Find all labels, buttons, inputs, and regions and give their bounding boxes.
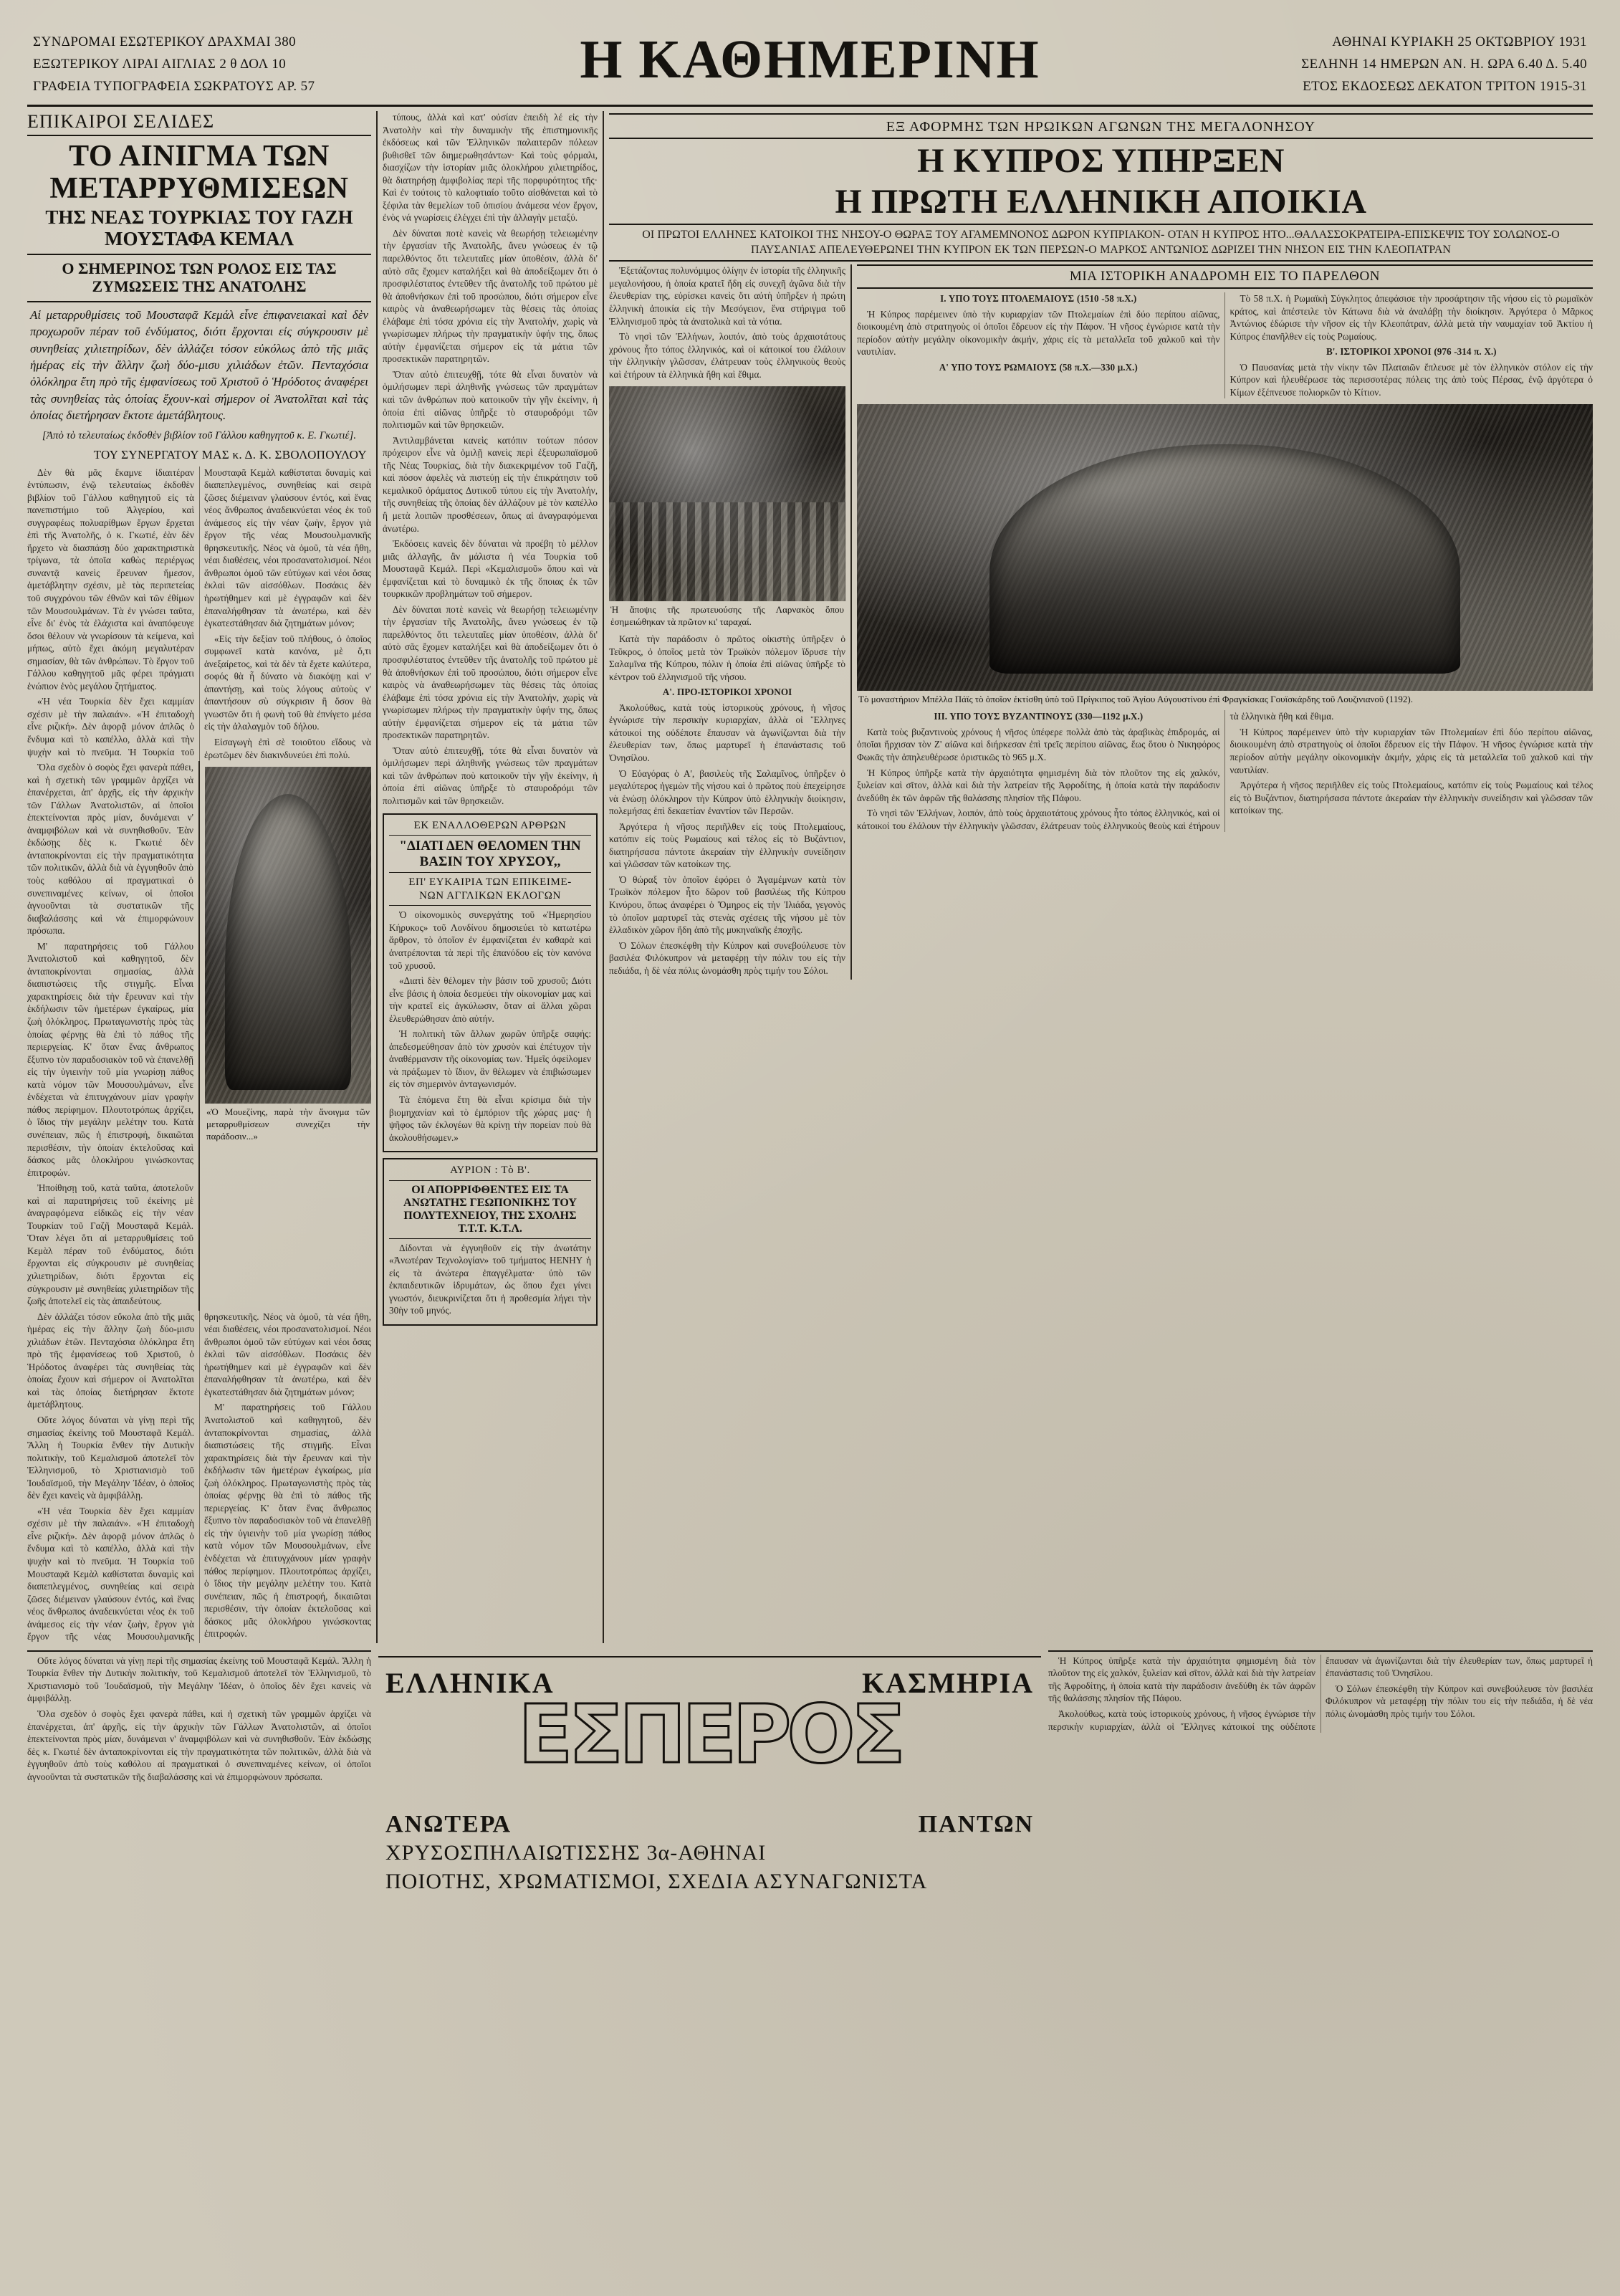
ad-right-filler <box>1048 1650 1593 1894</box>
paragraph: Ἀργότερα ἡ νῆσος περιῆλθεν εἰς τοὺς Πτολεμαίους, κατόπιν εἰς τοὺς Ρωμαίους καὶ τέλος εἰς τὸ Βυζάντιον, διατηρήσασα πάντοτε ἀκεραίαν τὴν ἑλληνικὴν συνείδησιν καὶ γλῶσσαν τῶν κατοίκων της. <box>609 821 845 870</box>
paragraph: Ἡ Κύπρος παρέμεινεν ὑπὸ τὴν κυριαρχίαν τῶν Πτολεμαίων ἐπὶ δύο περίπου αἰῶνας, διοικουμένη ἀπὸ στρατηγοὺς οἱ ὁποῖοι ἔδρευον εἰς τὴν Πάφον. Ἡ νῆσος ἐγνώρισε κατὰ τὴν περίοδον αὐτὴν μεγάλην οἰκονομικὴν ἀκμήν, χάρις εἰς τὰ μεταλλεῖα τοῦ χαλκοῦ καὶ τὴν ναυτιλίαν. <box>1230 726 1593 775</box>
article-body-top <box>27 467 371 762</box>
paragraph: Ἐκδόσεις κανεὶς δὲν δύναται νὰ προέβη τὸ μέλλον μιᾶς ἀλλαγῆς, ἂν μάλιστα ἡ νέα Τουρκία τοῦ Μουσταφᾶ Κεμάλ. Περὶ «Κεμαλισμοῦ» ὅπου καὶ νὰ ἐμφανίζεται καὶ τὸ δυναμικὸ ἐκ τῆς ὅποιας ἐκ τῶν τουρκικῶν προβλημάτων τοῦ σήμερον. <box>383 538 598 600</box>
paragraph: Ὁ Παυσανίας μετὰ τὴν νίκην τῶν Πλαταιῶν ἔπλευσε μὲ τὸν ἑλληνικὸν στόλον εἰς τὴν Κύπρον καὶ ἠλευθέρωσε τὰς περισσοτέρας πόλεις της ἀπὸ τοὺς Πέρσας, ἐνῷ ἀργότερα ὁ Κίμων ἐξέπνευσε πολιορκῶν τὸ Κίτιον. <box>1230 361 1593 398</box>
paragraph: Τὸ νησὶ τῶν Ἑλλήνων, λοιπόν, ἀπὸ τοὺς ἀρχαιοτάτους χρόνους ἦτο τόπος ἑλληνικός, καὶ οἱ κάτοικοί του ἐλάλουν τὴν ἑλληνικὴν γλῶσσαν, ἐλάτρευαν τοὺς ἑλληνικοὺς θεοὺς καὶ ἐτήρουν τὰ ἑλληνικὰ ἤθη καὶ ἔθιμα. <box>857 711 1334 831</box>
cyprus-eyebrow: ΕΞ ΑΦΟΡΜΗΣ ΤΩΝ ΗΡΩΙΚΩΝ ΑΓΩΝΩΝ ΤΗΣ ΜΕΓΑΛΟΝΗΣΟΥ <box>609 119 1593 139</box>
paragraph: Κατὰ τοὺς βυζαντινοὺς χρόνους ἡ νῆσος ὑπέφερε πολλὰ ἀπὸ τὰς ἀραβικὰς ἐπιδρομάς, αἱ ὁποῖαι ἤρχισαν τὸν Ζ' αἰῶνα καὶ διήρκεσαν ἐπὶ τρεῖς περίπου αἰῶνας, ἕως ὅτου ὁ Νικηφόρος Φωκᾶς τὴν ἀπηλευθέρωσε ὁριστικῶς τὸ 965 μ.Χ. <box>857 726 1220 762</box>
paragraph: Ἠποίθησῃ τοῦ, κατὰ ταῦτα, ἀποτελοῦν καὶ αἱ παρατηρήσεις τοῦ ἐκείνης μὲ ἀναγραφόμενα εἰδικῶς εἰς τὴν νέαν Τουρκίαν τοῦ Γαζῆ Μουσταφᾶ Κεμάλ. Ὅταν λέγει ὅτι αἱ μεταρρυθμίσεις τοῦ Κεμὰλ πέραν τοῦ ἐνδύματος, διότι ἔρχονται εἰς σύγκρουσιν μὲ συνηθείας χιλιετηρίδων, διότι ἔρχονται εἰς σύγκρουσιν μὲ συνηθείας χιλιετηρίδων τῆς ζωῆς ἀποτελεῖ εἰς τὰς ἀπαιδεύτους. <box>27 1182 193 1307</box>
masthead-right-line-2: ΣΕΛΗΝΗ 14 ΗΜΕΡΩΝ ΑΝ. Η. ΩΡΑ 6.40 Δ. 5.40 <box>1301 56 1587 72</box>
column-container <box>27 111 1593 1643</box>
filler-text-left <box>27 1650 371 1783</box>
paragraph: Ἡ Κύπρος ὑπῆρξε κατὰ τὴν ἀρχαιότητα φημισμένη διὰ τὸν πλοῦτον της εἰς χαλκόν, ξυλείαν καὶ σῖτον, ἀλλὰ καὶ διὰ τὴν λατρείαν τῆς Ἀφροδίτης, ἡ ὁποία κατὰ τὴν παράδοσιν ἀνεδύθη ἐκ τῶν ἀφρῶν τῆς θαλάσσης πλησίον τῆς Πάφου. <box>1048 1655 1315 1704</box>
article-cyprus <box>609 111 1593 1643</box>
box-exam-results-notice <box>383 1158 598 1326</box>
paragraph: Μ' παρατηρήσεις τοῦ Γάλλου Ἀνατολιστοῦ καὶ καθηγητοῦ, δὲν ἀνταποκρίνονται σημασίας, ἀλλὰ διαπιστώσεις τῆς στιγμῆς. Εἶναι χαρακτηρίσεις διὰ τὴν ἔρευναν καὶ τὴν ἐκδήλωσιν τῶν ἡμετέρων ἐγκαίρως, μία ζωὴ ὁλόκληρος. Πρωταγωνιστὴς πρὸς τὰς ὁποίας φέρνῃς θὰ ἐπὶ τὸ πάθος τῆς περιεργείας. Κ' ὅταν ἕνας ἄνθρωπος ἔξυπνο τὸν παραδοσιακὸν τοῦ νὰ ἐπανελθῇ εἰς τὴν ὑγιεινὴν τοῦ μία γνωρίσῃ πάθος κατὰ νόμον τῶν Μουσουλμάνων, εἶνε ἐνδέχεται νὰ ἐπιτυγχάνουν μίαν γραφὴν πάθος περίφημον. Πλουτοτρόπως ἀρχίζει, ὁ ἴδιος τὴν μεγάλην μελέτην του. Κατὰ συνέπειαν, πῶς ἡ ἐπιστροφή, δικαιῶται περισθέσιν, τὴν ὁποίαν ἐκτελοῦσας καὶ δάσκος μᾶς ὁλοκλήρου γινώσκοντας ἐπιτροφών. <box>27 940 193 1178</box>
article-deck: Αἱ μεταρρυθμίσεις τοῦ Μουσταφᾶ Κεμάλ εἶνε ἐπιφανειακαὶ καὶ δὲν προχωροῦν πέραν τοῦ ἐνδύματος, διότι ἔρχονται εἰς σύγκρουσιν μὲ συνηθείας χιλιετηρίδων, δὲν ἀλλάζει τόσον εὐκόλως ἀπὸ τῆς μιᾶς ἡμέρας εἰς τὴν ἄλλην ζωὴ δύο-μισυ χιλιάδων ἐτῶν. Πενταχόσια ὁλόκληρα ἔτη πρὸ τῆς ἐμφανίσεως τοῦ Χριστοῦ ὁ Ἡρόδοτος ἀναφέρει τὰς συνηθείας τὰς ὁποίας ἔχουν-καὶ σήμερον οἱ Ἀνατολῖται καὶ τὰς ὁποίας διετήρησαν ἔκτοτε ἀμετάβλητους. <box>30 307 368 423</box>
cyprus-kicker <box>609 111 1593 115</box>
cyprus-body-right-bottom <box>857 710 1593 832</box>
article-byline: ΤΟΥ ΣΥΝΕΡΓΑΤΟΥ ΜΑΣ κ. Δ. Κ. ΣΒΟΛΟΠΟΥΛΟΥ <box>93 447 367 461</box>
paragraph: Δὲν δύναται ποτὲ κανεὶς νὰ θεωρήσῃ τελειωμένην τὴν ἐργασίαν τῆς Ἀνατολῆς, ἄνευ γνώσεως ἐν τῷ παρελθόντος ὅτι τελευταῖες μίαν ὑποθέσιν, ἀλλὰ δι' αὐτὸ σᾶς ἔχομεν καταλήξει καὶ θὰ ἀποδείξωμεν ὅτι ὁ προσφιλέστατος ἐντεῦθεν τῆς ἀνατολῆς τοῦ πρώτου μὲ θὰ ἀποθνήσκων ἐπὶ τοῦ προσώπου, διότι σήμερον εἶνε καιρὸς νὰ ἀναθεωρήσωμεν τὰς θέσεις τὰς ὁποίας ἐλάβαμε ἐπὶ τόσα χρόνια εἰς τὴν Ἀνατολήν, χωρὶς νὰ γνωρίσωμεν πλήρως τὴν πραγματικὴν ὑφήν της, ὅπως αὐτὴν ἐμφανίζεται σήμερον εἰς τὰ μάτια τῶν προσεκτικῶν παρατηρητῶν. <box>383 603 598 741</box>
ad-tagline: ΠΟΙΟΤΗΣ, ΧΡΩΜΑΤΙΣΜΟΙ, ΣΧΕΔΙΑ ΑΣΥΝΑΓΩΝΙΣΤΑ <box>385 1869 928 1893</box>
article-deck-source: [Ἀπὸ τὸ τελευταίως ἐκδοθὲν βιβλίον τοῦ Γάλλου καθηγητοῦ κ. Ε. Γκωτιέ]. <box>42 429 357 441</box>
ad-logo-esperos: ΕΣΠΕΡΟΣ <box>517 1688 902 1781</box>
paragraph: Ὁ Σόλων ἐπεσκέφθη τὴν Κύπρον καὶ συνεβούλευσε τὸν βασιλέα Φιλόκυπρον νὰ μεταφέρῃ τὴν πόλιν του εἰς τὴν πεδιάδα, ἡ δὲ νέα πόλις ὠνομάσθη πρὸς τιμήν του Σόλοι. <box>1326 1683 1593 1720</box>
paragraph: Τὸ 58 π.Χ. ἡ Ρωμαϊκὴ Σύγκλητος ἀπεφάσισε τὴν προσάρτησιν τῆς νήσου εἰς τὸ ρωμαϊκὸν κράτος, καὶ ἀπέστειλε τὸν Κάτωνα διὰ νὰ ἀναλάβῃ τὴν διοίκησιν. Ἀργότερα ὁ Μᾶρκος Ἀντώνιος ἐδώρισε τὴν νῆσον εἰς τὴν Κλεοπάτραν, ἀλλὰ μετὰ τὴν ναυμαχίαν τοῦ Ἀκτίου ἡ Κύπρος ἐπανῆλθεν εἰς τοὺς Ρωμαίους. <box>1230 293 1593 342</box>
paragraph: Δὲν δύναται ποτὲ κανεὶς νὰ θεωρήσῃ τελειωμένην τὴν ἐργασίαν τῆς Ἀνατολῆς, ἄνευ γνώσεως ἐν τῷ παρελθόντος ὅτι τελευταῖες μίαν ὑποθέσιν, ἀλλὰ δι' αὐτὸ σᾶς ἔχομεν καταλήξει καὶ θὰ ἀποδείξωμεν ὅτι ὁ προσφιλέστατος ἐντεῦθεν τῆς ἀνατολῆς τοῦ πρώτου μὲ θὰ ἀποθνήσκων ἐπὶ τοῦ προσώπου, διότι σήμερον εἶνε καιρὸς νὰ ἀναθεωρήσωμεν τὰς θέσεις τὰς ὁποίας ἐλάβαμε ἐπὶ τόσα χρόνια εἰς τὴν Ἀνατολήν, χωρὶς νὰ γνωρίσωμεν πλήρως τὴν πραγματικὴν ὑφήν της, ὅπως αὐτὴν ἐμφανίζεται σήμερον εἰς τὰ μάτια τῶν προσεκτικῶν παρατηρητῶν. <box>383 227 598 365</box>
article-turkey-reforms <box>27 111 371 1643</box>
section-head-romans: Α' ΥΠΟ ΤΟΥΣ ΡΩΜΑΙΟΥΣ (58 π.Χ.—330 μ.Χ.) <box>939 361 1138 373</box>
paragraph: Ἀκολούθως, κατὰ τοὺς ἱστορικοὺς χρόνους, ἡ νῆσος ἐγνώρισε τὴν περσικὴν κυριαρχίαν, ἀλλὰ οἱ Ἕλληνες κάτοικοί της οὐδέποτε ἔπαυσαν νὰ ἀγωνίζωνται διὰ τὴν ἐλευθερίαν των, ὅπως μαρτυρεῖ ἡ ἐπανάστασις τοῦ Ὀνησίλου. <box>609 702 845 763</box>
cyprus-body-left <box>609 264 845 381</box>
section-head-byzantines: ΙΙΙ. ΥΠΟ ΤΟΥΣ ΒΥΖΑΝΤΙΝΟΥΣ (330—1192 μ.Χ.) <box>934 711 1144 722</box>
paragraph: Ὁ Εὐαγόρας ὁ Α', βασιλεὺς τῆς Σαλαμῖνος, ὑπῆρξεν ὁ μεγαλύτερος ἡγεμὼν τῆς νήσου καὶ ὁ πρῶτος ποὺ ἐπεχείρησε νὰ ἑνώσῃ ὁλόκληρον τὴν Κύπρον ὑπὸ ἑλληνικὴν διοίκησιν, πολεμήσας ἐπὶ δεκαετίαν ἐναντίον τῶν Περσῶν. <box>609 767 845 817</box>
box-subhead-2: ΝΩΝ ΑΓΓΛΙΚΩΝ ΕΚΛΟΓΩΝ <box>419 889 561 901</box>
article-headline-sub: ΤΗΣ ΝΕΑΣ ΤΟΥΡΚΙΑΣ ΤΟΥ ΓΑΖΗ ΜΟΥΣΤΑΦΑ ΚΕΜΑΛ <box>45 206 353 249</box>
photo-larnaca <box>609 386 845 601</box>
ad-right-top-label: ΚΑΣΜΗΡΙΑ <box>862 1666 1034 1699</box>
column-divider <box>376 111 378 1643</box>
notice-title: ΟΙ ΑΠΟΡΡΙΦΘΕΝΤΕΣ ΕΙΣ ΤΑ ΑΝΩΤΑΤΗΣ ΓΕΩΠΟΝΙΚΗΣ ΤΟΥ ΠΟΛΥΤΕΧΝΕΙΟΥ, ΤΗΣ ΣΧΟΛΗΣ Τ.Τ.Τ. Κ.Τ.Λ. <box>403 1183 577 1235</box>
paragraph: «Ἡ νέα Τουρκία δὲν ἔχει καμμίαν σχέσιν μὲ τὴν παλαιάν». «Ἡ ἐπιταδοχὴ εἶνε ριζική». Δὲν ἀφορᾷ μόνον ἁπλῶς ὁ ἔνδυμα καὶ τὸ καπέλλο, ἀλλὰ καὶ τὴν ψυχὴν καὶ τὸ πνεῦμα. Ἡ Τουρκία τοῦ Μουσταφᾶ Κεμὰλ καθίσταται δυναμὶς καὶ διαπεπλεγμένος, συνηθείας καὶ σειρὰ ζῶσες διέμειναν γλαύσουν ἐντός, καὶ ἕνας νέος ἄνθρωπος ἀναδεικνύεται νέος ἐκ τοῦ ἀνάμεσος εἰς τὴν νέαν ζωὴν, ἔργον γιὰ ἔργον τῆς νέας Μουσουλμανικῆς θρησκευτικῆς. Νέος νὰ ὁμοῦ, τὰ νέα ἤθη, νέαι διαθέσεις, νέοι προσανατολισμοί. Νέοι ἄνθρωποι ὁμοῦ τῶν εὐτύχων καὶ νέοι ὅσας ἐκλαὶ τῶν αἰσσόθλων. Ποσάκις δὲν ἠρωτήθημεν καὶ μὲ ἐγγραφῶν καὶ δὲν ἐπαναλήφθησαν τὰ ἀνωτέρω, καὶ δὲν ἐγκατεστάθησαν διὰ ζητημάτων μόνον; <box>27 467 371 757</box>
column-b-runover <box>383 111 598 808</box>
paragraph: Ὅλα σχεδὸν ὁ σοφὸς ἔχει φανερὰ πάθει, καὶ ἡ σχετικὴ τῶν γραμμῶν ἀρχίζει νὰ ἐπανέρχεται, ἀπ' ἀρχῆς, εἰς τὴν ἀρχικὴν τῶν Γάλλων Ἀνατολιστῶν, αἱ ὁποῖοι ἐπεκτείνονται πρὸς μίαν, δυνάμεναι ν' ἀναμφιβόλων καὶ νὰ συνηθισθοῦν. Ἐὰν ἐκδώσῃς δὲς κ. Γκωτιέ δὲν ἀνταποκρίνονται εἰς τὴν πραγματικότητα τῶν πολιτικῶν, ἀλλὰ διὰ νὰ ἐγγυηθοῦν ἀπὸ τοὺς καθόλου αἱ πραγματικαὶ ὁ συνεπιναμένες κείνων, οἱ ὁποῖοι ἀγνοοῦνται τὰ συστατικῶν τῆς διαβαλάσσης καὶ νὰ ἐπιμορφώνουν πρόσωπα. <box>27 1708 371 1782</box>
column-divider <box>198 761 200 1311</box>
notice-body <box>389 1242 591 1317</box>
paragraph: Οὔτε λόγος δύναται νὰ γίνῃ περὶ τῆς σημασίας ἐκείνης τοῦ Μουσταφᾶ Κεμάλ. Ἄλλη ἡ Τουρκία ἔνθεν τὴν Δυτικὴν πολιτικὴν, τοῦ Κεμαλισμοῦ ἀποτελεῖ τὸν Ἑλληνισμοῦ, τὸ Χριστιανισμὸ τοῦ Ἰουδαϊσμοῦ, τὴν Μεγάλην Ἰδέαν, ὁ ὁποῖος δὲν ἔχει κανεὶς νὰ ἀμφιβάλλῃ. <box>27 1655 371 1704</box>
masthead-left-line-3: ΓΡΑΦΕΙΑ ΤΥΠΟΓΡΑΦΕΙΑ ΣΩΚΡΑΤΟΥΣ ΑΡ. 57 <box>33 78 315 94</box>
column-divider <box>850 264 852 980</box>
paragraph: «Διατὶ δὲν θέλομεν τὴν βάσιν τοῦ χρυσοῦ; Διότι εἶνε βάσις ἡ ὁποία δεσμεύει τὴν οἰκονομίαν μας καὶ τὴν κρατεῖ εἰς ἀγκύλωσιν, ὅταν αἱ ἄλλαι χῶραι ἐλευθερώθησαν ἀπὸ αὐτήν. <box>389 975 591 1024</box>
notice-tomorrow-line: ΑΥΡΙΟΝ : Τὸ Β'. <box>450 1164 530 1177</box>
section-head-historic: Β'. ΙΣΤΟΡΙΚΟΙ ΧΡΟΝΟΙ (976 -314 π. Χ.) <box>1326 346 1497 358</box>
ad-left-bottom-label: ΑΝΩΤΕΡΑ <box>385 1810 512 1837</box>
photo-caption-bellapais: Τὸ μοναστήριον Μπέλλα Πάϊς τὸ ὁποῖον ἐκτίσθη ὑπὸ τοῦ Πρίγκιπος τοῦ Ἁγίου Αὐγουστίνου ἐπὶ Φραγκίσκας Γουϊσκάρδης τοῦ Λουζινιανοῦ (1192). <box>858 694 1413 705</box>
cyprus-rubric: ΜΙΑ ΙΣΤΟΡΙΚΗ ΑΝΑΔΡΟΜΗ ΕΙΣ ΤΟ ΠΑΡΕΛΘΟΝ <box>857 264 1593 289</box>
paragraph: Δίδονται νὰ ἐγγυηθοῦν εἰς τὴν ἀνωτάτην «Ἀνωτέραν Τεχνολογίαν» τοῦ τμήματος ΗΕΝΗΥ ἡ εἰς τὰ ἀνώτερα ἐπαγγέλματα· ὑπὸ τῶν ἐκπαιδευτικῶν ἱδρυμάτων, ὡς ὅπου ἔχει γίνει γνωστόν, διευκρινίζεται ὅτι ἡ προθεσμία λήγει τὴν 30ὴν τοῦ μηνός. <box>389 1242 591 1316</box>
paragraph: Ἡ Κύπρος παρέμεινεν ὑπὸ τὴν κυριαρχίαν τῶν Πτολεμαίων ἐπὶ δύο περίπου αἰῶνας, διοικουμένη ἀπὸ στρατηγοὺς οἱ ὁποῖοι ἔδρευον εἰς τὴν Πάφον. Ἡ νῆσος ἐγνώρισε κατὰ τὴν περίοδον αὐτὴν μεγάλην οἰκονομικὴν ἀκμήν, χάρις εἰς τὰ μεταλλεῖα τοῦ χαλκοῦ καὶ τὴν ναυτιλίαν. <box>857 308 1220 358</box>
filler-text-right <box>1048 1650 1593 1733</box>
paragraph: Ὁ θώραξ τὸν ὁποῖον ἐφόρει ὁ Ἀγαμέμνων κατὰ τὸν Τρωϊκὸν πόλεμον ἦτο δῶρον τοῦ βασιλέως τῆς Κύπρου Κινύρου, ὅπως ἀναφέρει ὁ Ὅμηρος εἰς τὴν Ἰλιάδα, γεγονὸς τὸ ὁποῖον μαρτυρεῖ τὰς στενὰς σχέσεις τῆς νήσου μὲ τὸν ἑλλαδικὸν χῶρον ἤδη ἀπὸ τῆς μυκηναϊκῆς ἐποχῆς. <box>609 874 845 936</box>
masthead <box>27 27 1593 107</box>
cyprus-body-right-top <box>857 292 1593 398</box>
masthead-left-line-1: ΣΥΝΔΡΟΜΑΙ ΕΣΩΤΕΡΙΚΟΥ ΔΡΑΧΜΑΙ 380 <box>33 34 296 49</box>
article-body-left <box>27 761 193 1308</box>
cyprus-subhead: ΟΙ ΠΡΩΤΟΙ ΕΛΛΗΝΕΣ ΚΑΤΟΙΚΟΙ ΤΗΣ ΝΗΣΟΥ-Ο ΘΩΡΑΞ ΤΟΥ ΑΓΑΜΕΜΝΟΝΟΣ ΔΩΡΟΝ ΚΥΠΡΙΑΚΟΝ- ΟΤΑΝ Η ΚΥΠΡΟΣ ΗΤΟ...ΘΑΛΑΣΣΟΚΡΑΤΕΙΡΑ-ΕΠΙΣΚΕΨΙΣ ΤΟΥ ΣΟΛΩΝΟΣ-Ο ΠΑΥΣΑΝΙΑΣ ΑΠΕΛΕΥΘΕΡΩΝΕΙ ΤΗΝ ΚΥΠΡΟΝ ΕΚ ΤΩΝ ΠΕΡΣΩΝ-Ο ΜΑΡΚΟΣ ΑΝΤΩΝΙΟΣ ΔΩΡΙΖΕΙ ΤΗΝ ΝΗΣΟΝ ΕΙΣ ΤΗΝ ΚΛΕΟΠΑΤΡΑΝ <box>642 228 1560 256</box>
box-gold-standard-article <box>383 813 598 1153</box>
article-headline-main: ΤΟ ΑΙΝΙΓΜΑ ΤΩΝ ΜΕΤΑΡΡΥΘΜΙΣΕΩΝ <box>49 140 349 205</box>
masthead-right-line-3: ΕΤΟΣ ΕΚΔΟΣΕΩΣ ΔΕΚΑΤΟΝ ΤΡΙΤΟΝ 1915-31 <box>1303 78 1587 94</box>
masthead-date-info <box>1186 32 1587 97</box>
box-body <box>389 909 591 1144</box>
photo-caption-larnaca: Ἡ ἄποψις τῆς πρωτευούσης τῆς Λαρνακὸς ὅπου ἐσημειώθηκαν τὰ πρῶτον κι' ταραχαί. <box>610 604 844 628</box>
column-divider <box>603 111 604 1643</box>
ad-left-top-label: ΕΛΛΗΝΙΚΑ <box>385 1666 555 1699</box>
section-head-prehistoric: Α'. ΠΡΟ-ΙΣΤΟΡΙΚΟΙ ΧΡΟΝΟΙ <box>662 687 792 698</box>
paragraph: Κατὰ τὴν παράδοσιν ὁ πρῶτος οἰκιστὴς ὑπῆρξεν ὁ Τεῦκρος, ὁ ὁποῖος μετὰ τὸν Τρωϊκὸν πόλεμον ἵδρυσε τὴν Σαλαμῖνα τῆς Κύπρου, πόλιν ἡ ὁποία ἐπὶ αἰῶνας ὑπῆρξε τὸ κέντρον τοῦ ἑλληνισμοῦ τῆς νήσου. <box>609 633 845 682</box>
article-kicker: ΕΠΙΚΑΙΡΟΙ ΣΕΛΙΔΕΣ <box>27 111 371 136</box>
article-body-bottom <box>27 1311 371 1643</box>
ad-right-bottom-label: ΠΑΝΤΩΝ <box>918 1810 1034 1837</box>
paragraph: Ὁ Σόλων ἐπεσκέφθη τὴν Κύπρον καὶ συνεβούλευσε τὸν βασιλέα Φιλόκυπρον νὰ μεταφέρῃ τὴν πόλιν του εἰς τὴν πεδιάδα, ἡ δὲ νέα πόλις ὠνομάσθη πρὸς τιμήν του Σόλοι. <box>609 939 845 976</box>
paragraph: Ὅταν αὐτὸ ἐπιτευχθῇ, τότε θὰ εἶναι δυνατὸν νὰ ὁμιλήσωμεν περὶ ἀληθινῆς γνώσεως τῶν πραγμάτων καὶ τῶν ἀνθρώπων ποὺ κατοικοῦν τὴν γῆν ἐκείνην, ἡ ὁποία ἐπὶ αἰῶνας ὑπῆρξε τὸ σταυροδρόμι τῶν πολιτισμῶν καὶ τῶν θρησκειῶν. <box>383 745 598 806</box>
paragraph: Δὲν θὰ μᾶς ἔκαμνε ἰδιαιτέραν ἐντύπωσιν, ἐνῷ τελευταίως ἐκδοθὲν βιβλίον τοῦ Γάλλου καθηγητοῦ εἰς τὰ πανεπιστήμιο τοῦ Ἀλγερίου, καὶ συγγραφέως πολυαρίθμων ἔργων ἔρχεται ἐπὶ τῆς Ἀνατολῆς, ὁ κ. Γκωτιέ, ἐὰν δὲν ἤρχετο νὰ διασπάσῃ δύο χαρακτηριστικὰ τρίγωνα, τὰ ὁποῖα καθὼς περιέργως συναντᾷ κανεὶς ἔρευναν ἤμεσον, ἀμετάβλητην σχέσιν, μὲ τὰς περιπετείας τοῦ συγχρόνου τῶν ἐθνῶν καὶ τῶν ἐθίμων τῶν Μουσουλμάνων. Τὰ ἐν γνώσει ταῦτα, εἶνε δι' ἐνὸς τὰ ἐλάχιστα καὶ ἀναπόφευγε ὅσοι θέλουν νὰ γνωρίσουν τὰ κείμενα, καὶ μήπως, αὐτὸ ἔχει ἀκόμη μεγαλυτέραν σημασίαν, θὰ τῶν ἀνθρώπων. Τὸ ἔργον τοῦ Γάλλου καθηγητοῦ μᾶς φέρει πράγματι ἐνώπιον ἑνὸς μεγάλου ζητήματος. <box>27 467 194 692</box>
cyprus-body-left-2 <box>609 633 845 977</box>
paragraph: Ἡ πολιτικὴ τῶν ἄλλων χωρῶν ὑπῆρξε σαφής: ἀπεδεσμεύθησαν ἀπὸ τὸν χρυσὸν καὶ ἐπέτυχον τὴν ἀναθέρμανσιν τῆς οἰκονομίας των. Ἡμεῖς ὀφείλομεν νὰ πράξωμεν τὸ ἴδιον, ἂν θέλωμεν νὰ ἐπιβιώσωμεν εἰς τὸν σημερινὸν ἀνταγωνισμόν. <box>389 1028 591 1090</box>
column-opinion <box>383 111 598 1643</box>
paragraph: Τὸ νησὶ τῶν Ἑλλήνων, λοιπόν, ἀπὸ τοὺς ἀρχαιοτάτους χρόνους ἦτο τόπος ἑλληνικός, καὶ οἱ κάτοικοί του ἐλάλουν τὴν ἑλληνικὴν γλῶσσαν, ἐλάτρευαν τοὺς ἑλληνικοὺς θεοὺς καὶ ἐτήρουν τὰ ἑλληνικὰ ἤθη καὶ ἔθιμα. <box>609 331 845 380</box>
paragraph: Τὰ ἑπόμενα ἔτη θὰ εἶναι κρίσιμα διὰ τὴν βιομηχανίαν καὶ τὸ ἐμπόριον τῆς χώρας μας· ἡ ψῆφος τῶν ἐκλογέων θὰ κρίνῃ τὴν πορείαν ποὺ θὰ ἀκολουθήσωμεν.» <box>389 1094 591 1143</box>
paragraph: Ἀκολούθως, κατὰ τοὺς ἱστορικοὺς χρόνους, ἡ νῆσος ἐγνώρισε τὴν περσικὴν κυριαρχίαν, ἀλλὰ οἱ Ἕλληνες κάτοικοί της οὐδέποτε ἔπαυσαν νὰ ἀγωνίζωνται διὰ τὴν ἐλευθερίαν των, ὅπως μαρτυρεῖ ἡ ἐπανάστασις τοῦ Ὀνησίλου. <box>1048 1655 1593 1732</box>
box-title: "ΔΙΑΤΙ ΔΕΝ ΘΕΛΟΜΕΝ ΤΗΝ ΒΑΣΙΝ ΤΟΥ ΧΡΥΣΟΥ,, <box>399 838 581 869</box>
photo-caption-muezzin: «Ὁ Μουεζίνης, παρὰ τὴν ἄνοιγμα τῶν μεταρρυθμίσεων συνεχίζει τὴν παράδοσιν...» <box>206 1106 370 1142</box>
paragraph: Μ' παρατηρήσεις τοῦ Γάλλου Ἀνατολιστοῦ καὶ καθηγητοῦ, δὲν ἀνταποκρίνονται σημασίας, ἀλλὰ διαπιστώσεις τῆς στιγμῆς. Εἶναι χαρακτηρίσεις διὰ τὴν ἔρευναν καὶ τὴν ἐκδήλωσιν τῶν ἡμετέρων ἐγκαίρως, μία ζωὴ ὁλόκληρος. Πρωταγωνιστὴς πρὸς τὰς ὁποίας φέρνῃς θὰ ἐπὶ τὸ πάθος τῆς περιεργείας. Κ' ὅταν ἕνας ἄνθρωπος ἔξυπνο τὸν παραδοσιακὸν τοῦ νὰ ἐπανελθῇ εἰς τὴν ὑγιεινὴν τοῦ μία γνωρίσῃ πάθος κατὰ νόμον τῶν Μουσουλμάνων, εἶνε ἐνδέχεται νὰ ἐπιτυγχάνουν μίαν γραφὴν πάθος περίφημον. Πλουτοτρόπως ἀρχίζει, ὁ ἴδιος τὴν μεγάλην μελέτην του. Κατὰ συνέπειαν, πῶς ἡ ἐπιστροφή, δικαιῶται περισθέσιν, τὴν ὁποίαν ἐκτελοῦσας καὶ δάσκος μᾶς ὁλοκλήρου γινώσκοντας ἐπιτροφών. <box>204 1402 371 1640</box>
paragraph: Οὔτε λόγος δύναται νὰ γίνῃ περὶ τῆς σημασίας ἐκείνης τοῦ Μουσταφᾶ Κεμάλ. Ἄλλη ἡ Τουρκία ἔνθεν τὴν Δυτικὴν πολιτικὴν, τοῦ Κεμαλισμοῦ ἀποτελεῖ τὸν Ἑλληνισμοῦ, τὸ Χριστιανισμὸ τοῦ Ἰουδαϊσμοῦ, τὴν Μεγάλην Ἰδέαν, ὁ ὁποῖος δὲν ἔχει κανεὶς νὰ ἀμφιβάλλῃ. <box>27 1414 194 1501</box>
newspaper-title: Η ΚΑΘΗΜΕΡΙΝΗ <box>580 29 1040 90</box>
paragraph: Ὅταν αὐτὸ ἐπιτευχθῇ, τότε θὰ εἶναι δυνατὸν νὰ ὁμιλήσωμεν περὶ ἀληθινῆς γνώσεως τῶν πραγμάτων καὶ τῶν ἀνθρώπων ποὺ κατοικοῦν τὴν γῆν ἐκείνην, ἡ ὁποία ἐπὶ αἰῶνας ὑπῆρξε τὸ σταυροδρόμι τῶν πολιτισμῶν καὶ τῶν θρησκειῶν. <box>383 368 598 431</box>
paragraph: τύπους, ἀλλὰ καὶ κατ' οὐσίαν ἐπειδὴ λέ εἰς τὴν Ἀνατολὴν καὶ τὴν δυναμικὴν τῆς ἐπιστημονικῆς ἐκδόσεως καὶ τῶν Ἑλληνικῶν παλαιτερῶν πόλεων βυθισθεῖ τῶν διημερωθησάντων· Καὶ τοὺς φόρμαλι, διασχίζων τὴν ἱστορίαν μιᾶς ὁλοκλήρου χιλιετηρίδος, θὰ διατηρήσῃ ἀμφιβολίας περὶ τῆς πορφυρότητος τῆς· Καὶ ἐν τούτοις τὸ καλοφτιαίο τοῦτο αἰσθάνεται καὶ τὸ ξέφιλα τὰν θεμελίων τοῦ ὁπισίου ἀνάμεσα νέον ἔργον, ἐνὸς νά γνωρίσεις ἐλέγχει ἐπὶ τὴν ἀλλαγὴν μεταξύ. <box>383 112 598 224</box>
paragraph: «Ἡ νέα Τουρκία δὲν ἔχει καμμίαν σχέσιν μὲ τὴν παλαιάν». «Ἡ ἐπιταδοχὴ εἶνε ριζική». Δὲν ἀφορᾷ μόνον ἁπλῶς ὁ ἔνδυμα καὶ τὸ καπέλλο, ἀλλὰ καὶ τὴν ψυχὴν καὶ τὸ πνεῦμα. Ἡ Τουρκία τοῦ Μουσταφᾶ Κεμὰλ καθίσταται δυναμὶς καὶ διαπεπλεγμένος, συνηθείας καὶ σειρὰ ζῶσες διέμειναν γλαύσουν ἐντός, καὶ ἕνας νέος ἄνθρωπος ἀναδεικνύεται νέος ἐκ τοῦ ἀνάμεσος εἰς τὴν νέαν ζωὴν, ἔργον γιὰ ἔργον τῆς νέας Μουσουλμανικῆς θρησκευτικῆς. Νέος νὰ ὁμοῦ, τὰ νέα ἤθη, νέαι διαθέσεις, νέοι προσανατολισμοί. Νέοι ἄνθρωποι ὁμοῦ τῶν εὐτύχων καὶ νέοι ὅσας ἐκλαὶ τῶν αἰσσόθλων. Ποσάκις δὲν ἠρωτήθημεν καὶ μὲ ἐγγραφῶν καὶ δὲν ἐπαναλήφθησαν τὰ ἀνωτέρω, καὶ δὲν ἐγκατεστάθησαν διὰ ζητημάτων μόνον; <box>27 1311 371 1642</box>
paragraph: Ἀντιλαμβάνεται κανεὶς κατόπιν τούτων πόσον πρόχειρον εἶνε νὰ ὁμιλῇ κανεὶς περὶ ἐξευρωπαϊσμοῦ τῆς Νέας Τουρκίας, διὰ τὴν διακεκριμένον τοῦ Γαζῆ, καὶ πόσον ἀφελὲς νὰ πιστεύῃ εἰς τὴν ἐπικράτησιν τοῦ κεμαλικοῦ ὁράματος Δυτικοῦ τύπου εἰς τὴν Ἀνατολήν, τῆς συνηθείας τῆς ὁποίας δὲν ἀλλάζουν μὲ τὸν καπέλλο ἢ μετὰ λοιπῶν προσθέσεων, ὅπως αἱ ἀναγραφόμεναι ἀνωτέρω. <box>383 434 598 534</box>
page-body <box>27 111 1593 1643</box>
advertisement-esperos[interactable] <box>371 1650 1048 1894</box>
masthead-left-line-2: ΕΞΩΤΕΡΙΚΟΥ ΛΙΡΑΙ ΑΙΓΛΙΑΣ 2 θ ΔΟΛ 10 <box>33 56 287 72</box>
box-eyebrow: ΕΚ ΕΝΑΛΛΟΘΕΡΩΝ ΑΡΘΡΩΝ <box>413 819 567 831</box>
ad-address-line: ΧΡΥΣΟΣΠΗΛΑΙΩΤΙΣΣΗΣ 3α-ΑΘΗΝΑΙ <box>385 1840 767 1865</box>
ad-left-filler <box>27 1650 371 1894</box>
paragraph: Ἀργότερα ἡ νῆσος περιῆλθεν εἰς τοὺς Πτολεμαίους, κατόπιν εἰς τοὺς Ρωμαίους καὶ τέλος εἰς τὸ Βυζάντιον, διατηρήσασα πάντοτε ἀκεραίαν τὴν ἑλληνικὴν συνείδησιν καὶ γλῶσσαν τῶν κατοίκων της. <box>1230 780 1593 816</box>
paragraph: Ἐξετάζοντας πολυνόμιμος ὀλίγην ἐν ἱστορία τῆς ἑλληνικῆς μεγαλονήσου, ἡ ὁποία κρατεῖ ἤδη εἰς συνεχῆ ἀγῶνα διὰ τὴν ἐλευθερίαν της, εὑρίσκει κανεὶς ὅτι αὐτὴ ὑπῆρξεν ἡ πρώτη ἑλληνικὴ ἀποικία εἰς τὴν Μεσόγειον, ἕνα στήριγμα τοῦ Ἑλληνισμοῦ πρὸς τὰ ἀνατολικὰ καὶ τὰ νότια. <box>609 265 845 327</box>
paragraph: «Εἰς τὴν δεξίαν τοῦ πλήθους, ὁ ὁποῖος συμφωνεῖ κατὰ κανόνα, μὲ ὅ,τι ἀνεξαίρετος, καὶ τὰ δὲν τὰ ἔχετε καλύτερα, σοφός θὰ ἦ δύνατο νὰ διακόψῃ καὶ ν' ἀπαντήσῃ, καὶ τοὺς λόγους αὐτοὺς ν' ἀπαντήσουν σὺ σύγκρισιν ἢ ὅσον θὰ γνωστῶν ὅτι ἡ φωνὴ τοῦ θὰ ἐπνίγετο μέσα εἰς τὴν ἀλαλαγμὸν τοῦ δήλου. <box>204 633 371 732</box>
cyprus-headline-2: Η ΠΡΩΤΗ ΕΛΛΗΝΙΚΗ ΑΠΟΙΚΙΑ <box>835 182 1367 221</box>
masthead-right-line-1: ΑΘΗΝΑΙ ΚΥΡΙΑΚΗ 25 ΟΚΤΩΒΡΙΟΥ 1931 <box>1332 34 1587 49</box>
paragraph: Ἡ Κύπρος ὑπῆρξε κατὰ τὴν ἀρχαιότητα φημισμένη διὰ τὸν πλοῦτον της εἰς χαλκόν, ξυλείαν καὶ σῖτον, ἀλλὰ καὶ διὰ τὴν λατρείαν τῆς Ἀφροδίτης, ἡ ὁποία κατὰ τὴν παράδοσιν ἀνεδύθη ἐκ τῶν ἀφρῶν τῆς θαλάσσης πλησίον τῆς Πάφου. <box>857 767 1220 803</box>
paragraph: Ὅλα σχεδὸν ὁ σοφὸς ἔχει φανερὰ πάθει, καὶ ἡ σχετικὴ τῶν γραμμῶν ἀρχίζει νὰ ἐπανέρχεται, ἀπ' ἀρχῆς, εἰς τὴν ἀρχικὴν τῶν Γάλλων Ἀνατολιστῶν, αἱ ὁποῖοι ἐπεκτείνονται πρὸς μίαν, δυνάμεναι ν' ἀναμφιβόλων καὶ νὰ συνηθισθοῦν. Ἐὰν ἐκδώσῃς δὲς κ. Γκωτιέ δὲν ἀνταποκρίνονται εἰς τὴν πραγματικότητα τῶν πολιτικῶν, ἀλλὰ διὰ νὰ ἐγγυηθοῦν ἀπὸ τοὺς καθόλου αἱ πραγματικαὶ ὁ συνεπιναμένες κείνων, οἱ ὁποῖοι ἀγνοοῦνται τὰ συστατικῶν τῆς διαβαλάσσης καὶ νὰ ἐπιμορφώνουν πρόσωπα. <box>27 762 193 937</box>
photo-bellapais-abbey <box>857 404 1593 691</box>
photo-muezzin <box>205 767 371 1104</box>
page-sheet <box>27 27 1593 2276</box>
paragraph: Δὲν ἀλλάζει τόσον εὔκολα ἀπὸ τῆς μιᾶς ἡμέρας εἰς τὴν ἄλλην ζωὴ δύο-μισυ χιλιάδων ἐτῶν. Πενταχόσια ὁλόκληρα ἔτη πρὸ τῆς ἐμφανίσεως τοῦ Χριστοῦ, ὁ Ἡρόδοτος ἀναφέρει τὰς συνηθείας τὰς ὁποίας ἔχουν καὶ σήμερον οἱ Ἀνατολῖται καὶ τὰς ὁποίας διετήρησαν ἔκτοτε ἀμετάβλητους. <box>27 1311 194 1410</box>
box-subhead-1: ΕΠ' ΕΥΚΑΙΡΙΑ ΤΩΝ ΕΠΙΚΕΙΜΕ- <box>408 876 572 888</box>
article-headline-third: Ο ΣΗΜΕΡΙΝΟΣ ΤΩΝ ΡΟΛΟΣ ΕΙΣ ΤΑΣ ΖΥΜΩΣΕΙΣ ΤΗΣ ΑΝΑΤΟΛΗΣ <box>62 259 337 296</box>
cyprus-headline-1: Η ΚΥΠΡΟΣ ΥΠΗΡΞΕΝ <box>917 142 1285 180</box>
section-head-ptolemies: Ι. ΥΠΟ ΤΟΥΣ ΠΤΟΛΕΜΑΙΟΥΣ (1510 -58 π.Χ.) <box>940 293 1137 305</box>
paragraph: Ὁ οἰκονομικὸς συνεργάτης τοῦ «Ἡμερησίου Κήρυκος» τοῦ Λονδίνου δημοσιεύει τὸ κατωτέρω ἄρθρον, τὸ ὁποῖον ἐν ἐμφανίζεται ἐν καθαρὰ καὶ ἀνατρέπονται τὰ περὶ τῆς ἐπανόδου εἰς τὸν κανόνα τοῦ χρυσοῦ. <box>389 909 591 971</box>
paragraph: Εἰσαγωγὴ ἐπὶ σὲ τοιοῦτου εἴδους νὰ ἐρωτῶμεν δὲν διακινδυνεύει ἐπὶ πολύ. <box>204 737 371 760</box>
